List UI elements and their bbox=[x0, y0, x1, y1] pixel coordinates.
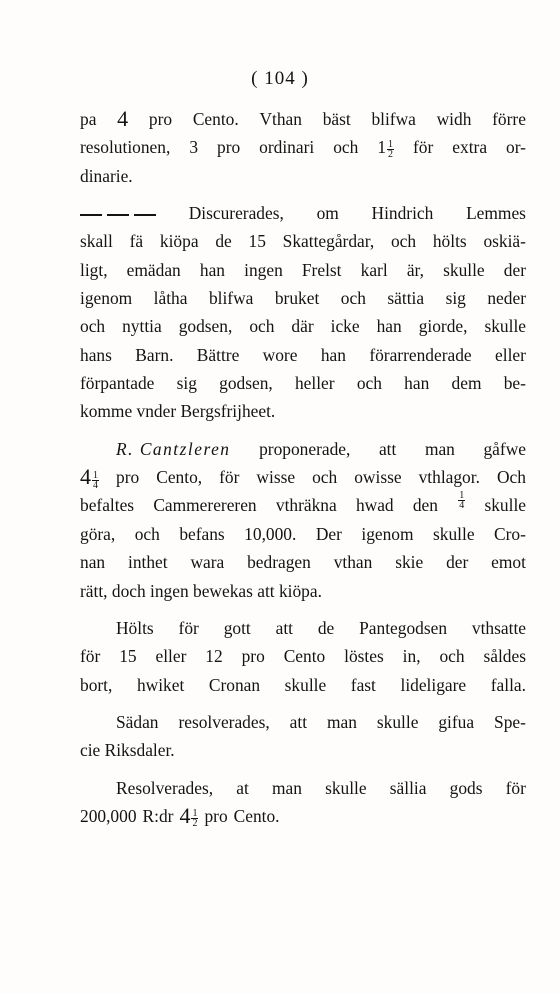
word: och bbox=[134, 523, 160, 544]
text-line bbox=[80, 802, 526, 830]
word: förarrenderade bbox=[369, 344, 472, 365]
word: om bbox=[316, 203, 339, 224]
word: och bbox=[80, 316, 106, 337]
text-line bbox=[80, 548, 526, 576]
word: skall bbox=[80, 231, 113, 252]
word: kiöpa bbox=[159, 231, 199, 252]
fraction-denominator: 4 bbox=[459, 500, 465, 512]
word: skulle bbox=[325, 777, 367, 798]
paragraph-gap bbox=[80, 765, 526, 774]
dash bbox=[134, 214, 156, 216]
word: blifwa bbox=[371, 109, 416, 129]
word: sättia bbox=[387, 288, 425, 309]
text-line bbox=[80, 397, 526, 425]
word: de bbox=[317, 617, 335, 638]
word: owisse bbox=[354, 467, 402, 488]
word: pro bbox=[217, 137, 241, 158]
word: pro bbox=[148, 109, 173, 129]
line-text: dinarie. bbox=[80, 165, 133, 186]
word: bäst bbox=[322, 109, 351, 129]
word: inthet bbox=[127, 552, 168, 573]
word: ingen bbox=[244, 259, 283, 280]
word: Cento. bbox=[192, 109, 239, 129]
word: Cammerereren bbox=[153, 495, 257, 516]
word: eller bbox=[155, 646, 187, 667]
word: Sädan bbox=[116, 711, 159, 732]
text-line bbox=[80, 284, 526, 312]
word: de bbox=[215, 231, 232, 252]
word: han bbox=[320, 344, 346, 365]
word: den bbox=[412, 495, 438, 516]
em-dash-rule bbox=[80, 199, 156, 227]
fraction bbox=[387, 140, 394, 159]
word: pro bbox=[204, 805, 228, 826]
text-line bbox=[80, 520, 526, 548]
word: be- bbox=[503, 373, 526, 394]
word: Cento, bbox=[156, 467, 203, 488]
text-line bbox=[80, 774, 526, 802]
paragraph-gap bbox=[80, 426, 526, 435]
text-line bbox=[80, 708, 526, 736]
word: och bbox=[249, 316, 275, 337]
text-line bbox=[80, 369, 526, 397]
word: Cento bbox=[283, 646, 326, 667]
word: för bbox=[413, 137, 434, 158]
word: Cro- bbox=[494, 523, 526, 544]
word: skulle bbox=[484, 495, 526, 516]
fraction-numerator: 1 bbox=[459, 490, 465, 502]
text-line bbox=[80, 491, 526, 519]
word: Vthan bbox=[259, 109, 302, 129]
word: resolverades, bbox=[178, 711, 270, 732]
word: der bbox=[503, 259, 526, 280]
word: vthlagor. bbox=[418, 467, 480, 488]
word: godsen, bbox=[178, 316, 233, 337]
word: giorde, bbox=[418, 316, 468, 337]
paragraph-gap bbox=[80, 605, 526, 614]
page-text bbox=[80, 105, 526, 830]
word: hölts bbox=[432, 231, 467, 252]
mixed-fraction bbox=[80, 463, 99, 491]
word: extra bbox=[452, 137, 488, 158]
fraction-denominator: 4 bbox=[93, 479, 98, 491]
text-line bbox=[80, 227, 526, 255]
word: pa bbox=[80, 109, 97, 129]
word: och bbox=[333, 137, 359, 158]
word: ordinari bbox=[259, 137, 315, 158]
word: man bbox=[326, 711, 357, 732]
word: 15 bbox=[119, 646, 137, 667]
word: bort, bbox=[80, 674, 113, 695]
word: ligt, bbox=[80, 259, 108, 280]
text-line bbox=[80, 199, 526, 227]
word: att bbox=[275, 617, 293, 638]
word: igenom bbox=[80, 288, 133, 309]
word: bruket bbox=[274, 288, 320, 309]
text-line bbox=[80, 256, 526, 284]
word: Skattegårdar, bbox=[282, 231, 375, 252]
word: R. Cantzleren bbox=[116, 438, 231, 459]
word: or- bbox=[506, 137, 526, 158]
line-text: rätt, doch ingen bewekas att kiöpa. bbox=[80, 580, 322, 601]
word: Hölts bbox=[116, 617, 154, 638]
word: nyttia bbox=[122, 316, 162, 337]
word: och bbox=[312, 467, 338, 488]
word: Och bbox=[496, 467, 526, 488]
word: Barn. bbox=[135, 344, 174, 365]
word: för bbox=[219, 467, 240, 488]
text-line bbox=[80, 463, 526, 491]
word: in, bbox=[402, 646, 421, 667]
word: sig bbox=[445, 288, 466, 309]
fraction-denominator: 2 bbox=[192, 818, 198, 830]
word: hans bbox=[80, 344, 112, 365]
word: är, bbox=[406, 259, 424, 280]
word: Discurerades, bbox=[188, 203, 284, 224]
word: han bbox=[199, 259, 225, 280]
fraction-integer: 4 bbox=[179, 802, 191, 828]
fraction bbox=[191, 809, 198, 828]
word: vthräkna bbox=[275, 495, 337, 516]
word: Hindrich bbox=[371, 203, 434, 224]
word: dem bbox=[451, 373, 482, 394]
dash bbox=[107, 214, 129, 216]
word: bedragen bbox=[247, 552, 311, 573]
line-text: komme vnder Bergsfrijheet. bbox=[80, 401, 276, 422]
text-line bbox=[80, 577, 526, 605]
word: fast bbox=[350, 674, 376, 695]
word: 12 bbox=[205, 646, 223, 667]
word: igenom bbox=[361, 523, 414, 544]
word: befans bbox=[179, 523, 225, 544]
word: och bbox=[390, 231, 417, 252]
word: han bbox=[404, 373, 430, 394]
word: skulle bbox=[376, 711, 419, 732]
word: pro bbox=[241, 646, 265, 667]
fraction bbox=[458, 491, 465, 519]
word: Resolverades, bbox=[116, 777, 214, 798]
text-line bbox=[80, 133, 526, 161]
word: såldes bbox=[483, 646, 526, 667]
paragraph-gap bbox=[80, 699, 526, 708]
word: göra, bbox=[80, 523, 116, 544]
paragraph-gap bbox=[80, 190, 526, 199]
word: skulle bbox=[484, 316, 526, 337]
word: Cento. bbox=[233, 805, 280, 826]
word: oskiä- bbox=[483, 231, 526, 252]
word: för bbox=[178, 617, 199, 638]
dash bbox=[80, 214, 102, 216]
word: skulle bbox=[433, 523, 475, 544]
mixed-fraction bbox=[179, 802, 198, 830]
word: 15 bbox=[248, 231, 266, 252]
word: Bättre bbox=[196, 344, 240, 365]
word: resolutionen, bbox=[80, 137, 171, 158]
text-line bbox=[80, 105, 526, 133]
word: der bbox=[446, 552, 469, 573]
word: blifwa bbox=[208, 288, 254, 309]
word: lideligare bbox=[400, 674, 467, 695]
fraction-numerator: 1 bbox=[192, 808, 198, 820]
fraction-integer: 4 bbox=[80, 464, 91, 490]
word: icke bbox=[330, 316, 360, 337]
word: nan bbox=[80, 552, 106, 573]
line-text: cie Riksdaler. bbox=[80, 740, 175, 761]
word: eller bbox=[495, 344, 526, 365]
text-line bbox=[80, 435, 526, 463]
word: man bbox=[424, 438, 455, 459]
word: wisse bbox=[256, 467, 296, 488]
word: Der bbox=[315, 523, 342, 544]
word: sällia bbox=[389, 777, 427, 798]
word: befaltes bbox=[80, 495, 135, 516]
word: 200,000 bbox=[80, 805, 137, 826]
word: man bbox=[271, 777, 302, 798]
mixed-fraction bbox=[377, 133, 394, 161]
word: låtha bbox=[153, 288, 188, 309]
word: gott bbox=[223, 617, 251, 638]
word: at bbox=[236, 777, 249, 798]
word: 10,000. bbox=[244, 523, 297, 544]
word: sig bbox=[176, 373, 197, 394]
word: Pantegodsen bbox=[359, 617, 448, 638]
word: att bbox=[289, 711, 308, 732]
fraction-integer: 1 bbox=[377, 137, 387, 158]
word: fä bbox=[129, 231, 144, 252]
text-line bbox=[80, 312, 526, 340]
word: skie bbox=[395, 552, 424, 573]
word: 3 bbox=[189, 137, 199, 158]
word: neder bbox=[487, 288, 526, 309]
word: Lemmes bbox=[466, 203, 526, 224]
word: emot bbox=[491, 552, 526, 573]
text-line bbox=[80, 162, 526, 190]
text-line bbox=[80, 642, 526, 670]
word: skulle bbox=[443, 259, 485, 280]
word: där bbox=[291, 316, 314, 337]
word: Spe- bbox=[494, 711, 526, 732]
word: emädan bbox=[126, 259, 181, 280]
word: gåfwe bbox=[483, 438, 526, 459]
word: och bbox=[439, 646, 465, 667]
word: han bbox=[376, 316, 402, 337]
word: godsen, bbox=[219, 373, 273, 394]
word: för bbox=[80, 646, 101, 667]
text-line bbox=[80, 736, 526, 764]
word: skulle bbox=[284, 674, 327, 695]
word: widh bbox=[436, 109, 472, 129]
word: och bbox=[340, 288, 366, 309]
word: och bbox=[356, 373, 382, 394]
word: gods bbox=[449, 777, 483, 798]
word: förpantade bbox=[80, 373, 155, 394]
word: R:dr bbox=[142, 805, 174, 826]
word: Cronan bbox=[208, 674, 261, 695]
word: vthan bbox=[333, 552, 373, 573]
word: vthsatte bbox=[471, 617, 526, 638]
fraction-numerator: 1 bbox=[388, 138, 394, 150]
word: hwiket bbox=[136, 674, 185, 695]
word: 4 bbox=[117, 106, 129, 131]
text-line bbox=[80, 614, 526, 642]
word: falla. bbox=[490, 674, 526, 695]
word: att bbox=[378, 438, 397, 459]
word: gifua bbox=[438, 711, 475, 732]
fraction-numerator: 1 bbox=[93, 469, 98, 481]
text-line bbox=[80, 671, 526, 699]
text-line bbox=[80, 341, 526, 369]
word: löstes bbox=[344, 646, 384, 667]
word: Frelst bbox=[301, 259, 342, 280]
word: förre bbox=[492, 109, 526, 129]
word: heller bbox=[294, 373, 335, 394]
word: wore bbox=[262, 344, 298, 365]
page-number: ( 104 ) bbox=[251, 68, 309, 89]
fraction bbox=[92, 471, 99, 490]
word: karl bbox=[360, 259, 388, 280]
fraction-denominator: 2 bbox=[388, 148, 394, 160]
word: wara bbox=[190, 552, 225, 573]
word: för bbox=[505, 777, 526, 798]
word: proponerade, bbox=[259, 438, 351, 459]
word: pro bbox=[116, 467, 140, 488]
word: hwad bbox=[355, 495, 394, 516]
